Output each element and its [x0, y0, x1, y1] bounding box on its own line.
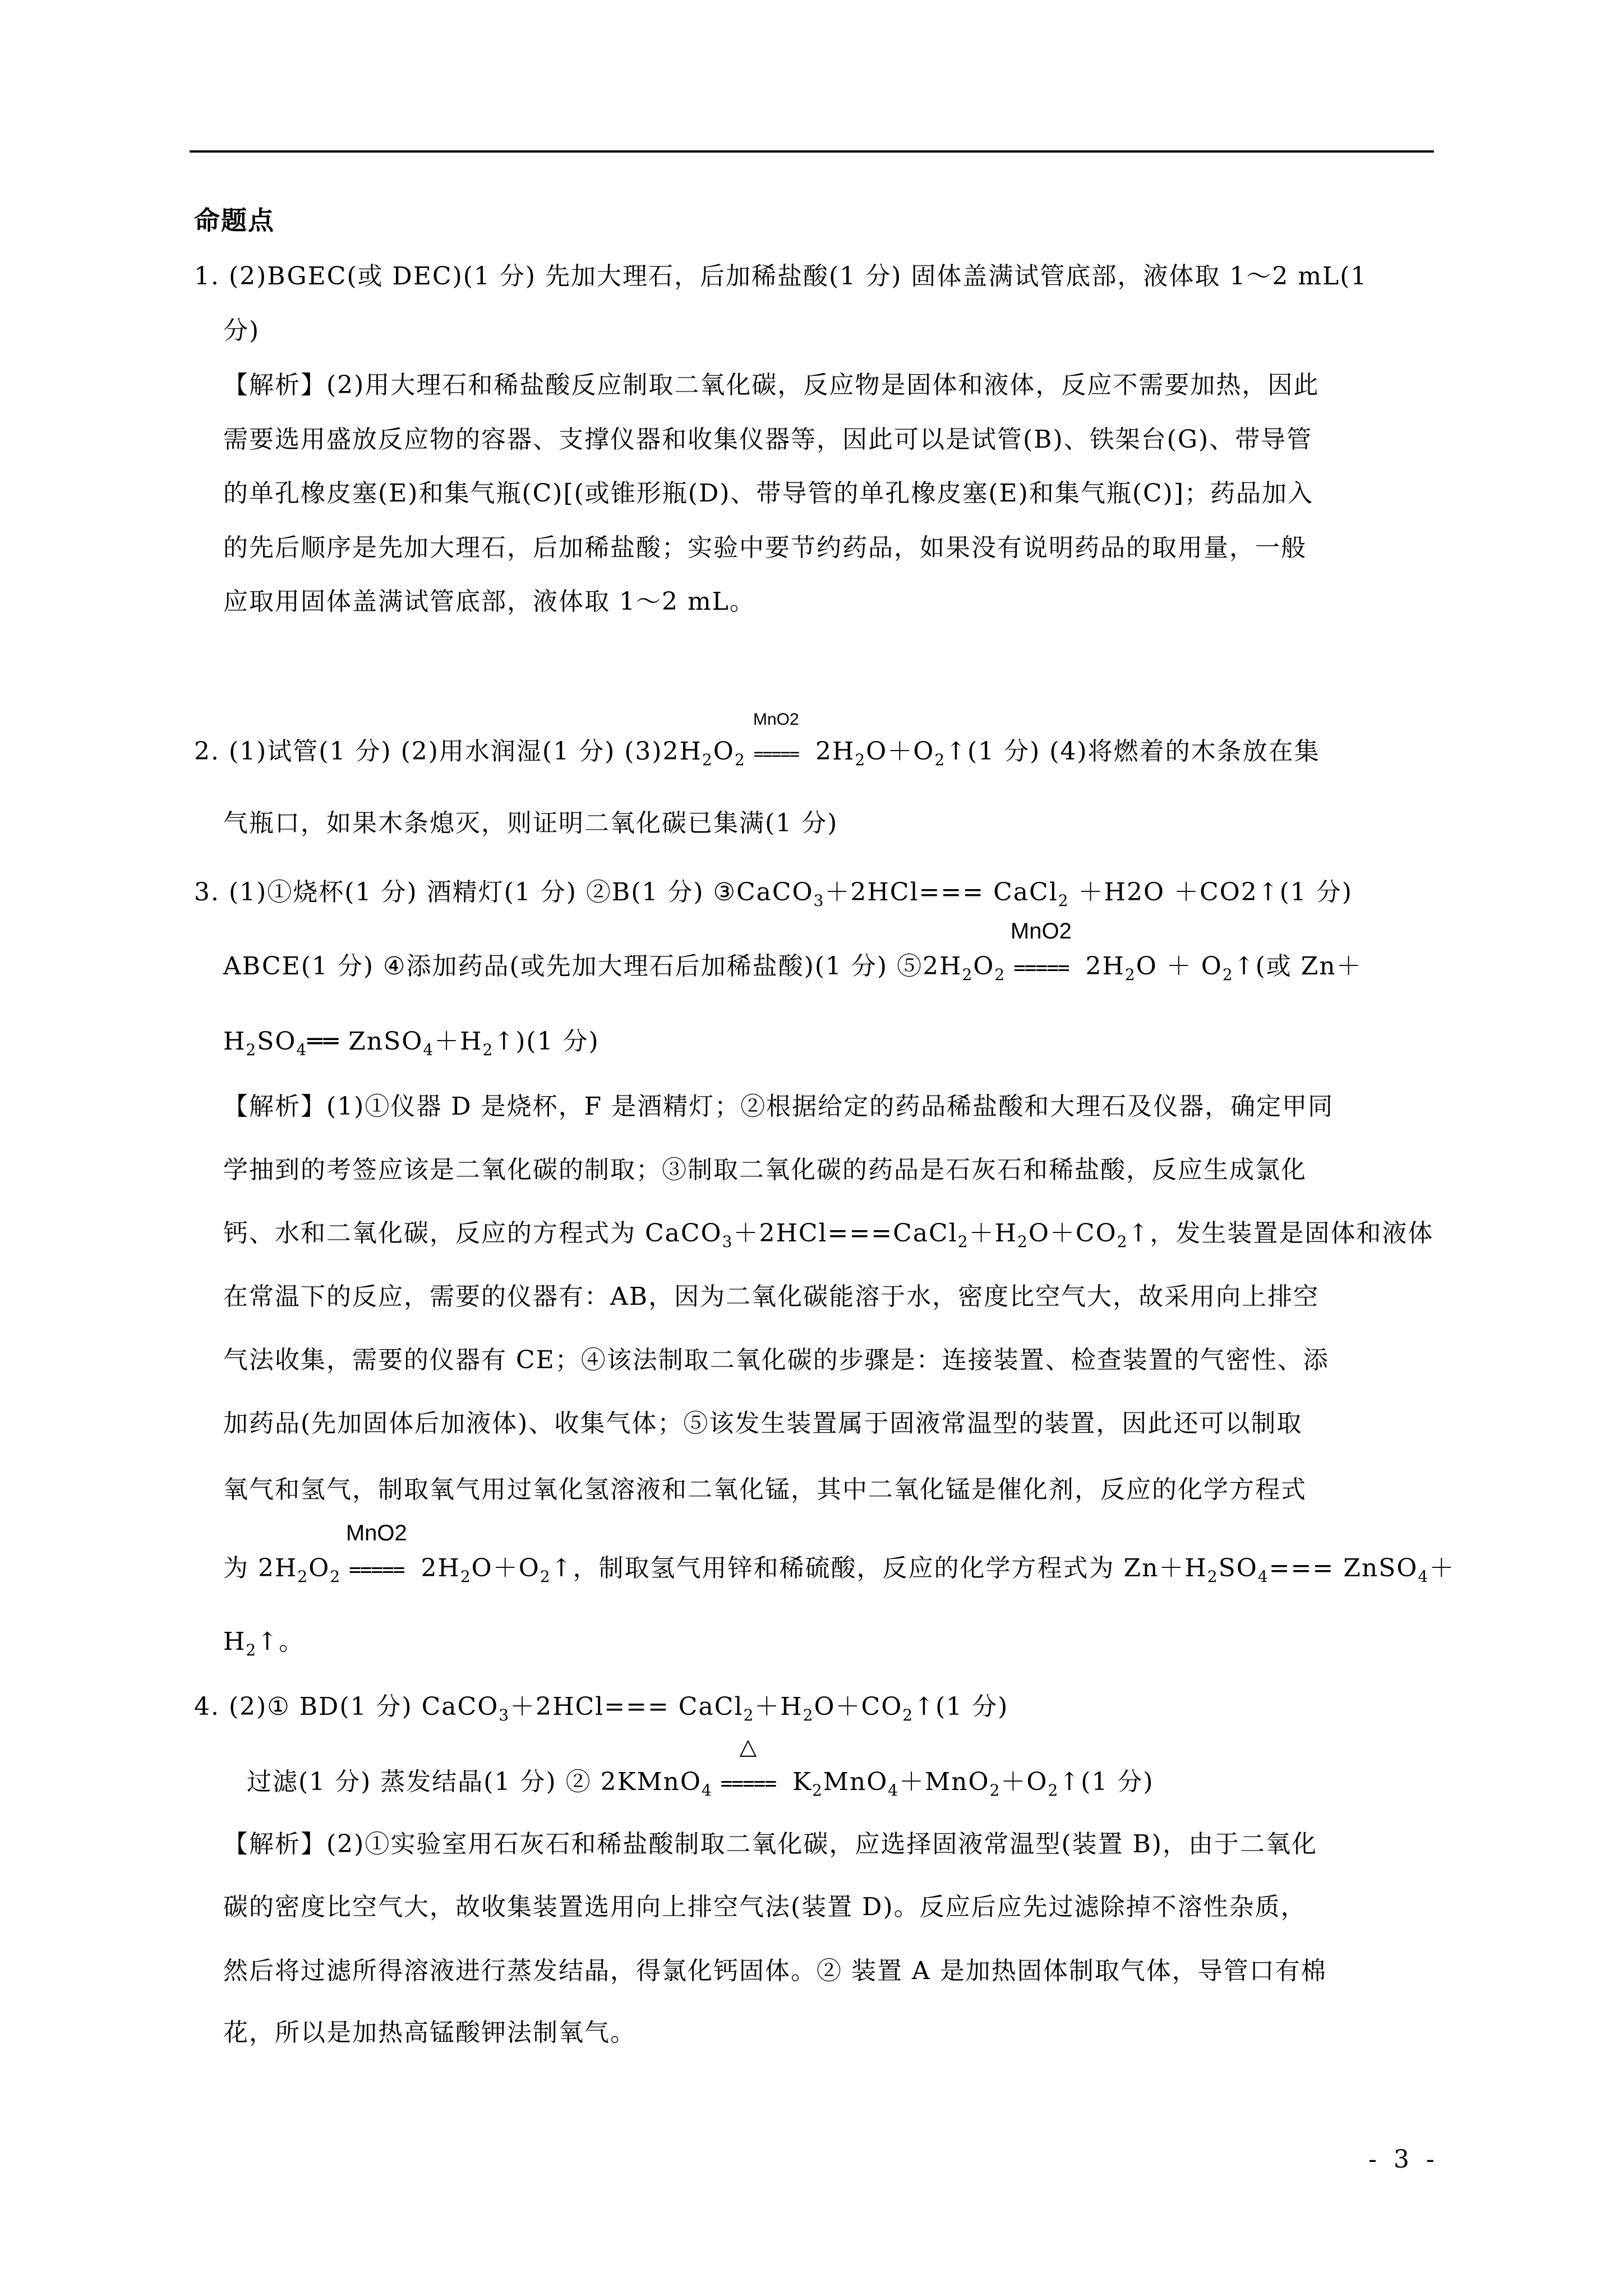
text-run: ↑)(1 分) — [494, 1027, 600, 1056]
text-line — [223, 1154, 1307, 1186]
text-run: ＋2HCl=== CaCl — [510, 1692, 744, 1721]
text-run: O＋O — [471, 1554, 540, 1582]
subscript: 2 — [811, 1781, 823, 1800]
subscript: 2 — [540, 1567, 551, 1586]
subscript: 2 — [1222, 965, 1234, 984]
text-run: 碳的密度比空气大，故收集装置选用向上排空气法(装置 D)。反应后应先过滤除掉不溶性杂质， — [223, 1893, 1307, 1921]
text-run: 氧气和氢气，制取氧气用过氧化氢溶液和二氧化锰，其中二氧化锰是催化剂，反应的化学方程式 — [223, 1475, 1307, 1504]
reaction-equals-sign: ===== — [349, 1558, 404, 1581]
text-line — [223, 424, 1312, 455]
text-run: ＋2HCl===CaCl — [733, 1219, 958, 1248]
text-line — [223, 370, 1319, 401]
text-run: ＋ — [1429, 1554, 1455, 1582]
header-rule — [190, 150, 1434, 153]
condition-label: MnO2 — [753, 710, 799, 729]
text-run: 1. (2)BGEC(或 DEC)(1 分) 先加大理石，后加稀盐酸(1 分) 固体盖满试管底部，液体取 1～2 mL(1 — [194, 262, 1368, 291]
text-run: ↑(或 Zn＋ — [1233, 952, 1362, 981]
text-run: 学抽到的考签应该是二氧化碳的制取；③制取二氧化碳的药品是石灰石和稀盐酸，反应生成氯化 — [223, 1156, 1307, 1184]
text-run: O — [308, 1554, 330, 1582]
text-run: MnO — [823, 1768, 888, 1796]
section-heading — [194, 205, 275, 236]
subscript: 2 — [803, 1706, 814, 1724]
subscript: 2 — [1048, 1781, 1059, 1800]
subscript: 3 — [499, 1706, 510, 1724]
reaction-condition — [746, 710, 806, 770]
subscript: 2 — [962, 965, 974, 984]
text-run: O＋CO — [1028, 1219, 1117, 1248]
text-run: O＋CO — [814, 1692, 903, 1721]
text-run: 气瓶口，如果木条熄灭，则证明二氧化碳已集满(1 分) — [223, 809, 838, 838]
text-line — [223, 1026, 600, 1057]
page-number: - 3 - — [1368, 2145, 1439, 2174]
text-line — [223, 1408, 1302, 1439]
reaction-condition — [341, 1521, 412, 1586]
text-line — [223, 1345, 1329, 1376]
subscript: 3 — [722, 1232, 734, 1251]
text-line — [223, 1281, 1319, 1313]
text-line — [223, 1955, 1327, 1987]
subscript: 2 — [734, 751, 746, 769]
text-run: O＋O — [866, 737, 935, 766]
text-run: ＋MnO — [899, 1768, 990, 1796]
reaction-condition — [1006, 919, 1076, 984]
subscript: 2 — [1207, 1567, 1219, 1586]
text-line — [223, 1091, 1334, 1122]
condition-label: MnO2 — [1010, 919, 1072, 944]
text-run: 在常温下的反应，需要的仪器有：AB，因为二氧化碳能溶于水，密度比空气大，故采用向上排空 — [223, 1282, 1320, 1311]
subscript: 4 — [888, 1781, 900, 1800]
subscript: 2 — [1117, 1232, 1128, 1251]
text-run: O — [713, 737, 735, 766]
text-line — [194, 261, 1367, 292]
text-run: K — [783, 1768, 812, 1796]
text-line — [223, 1218, 1433, 1249]
text-run: 的单孔橡皮塞(E)和集气瓶(C)[(或锥形瓶(D)、带导管的单孔橡皮塞(E)和集气瓶(C)]；药品加入 — [223, 479, 1314, 508]
subscript: 2 — [246, 1641, 257, 1659]
text-line — [194, 1691, 1008, 1723]
subscript: 2 — [743, 1706, 755, 1724]
text-line — [223, 532, 1307, 564]
reaction-condition — [713, 1734, 783, 1800]
subscript: 2 — [330, 1567, 342, 1586]
text-run: ＋H2O ＋CO2↑(1 分) — [1069, 878, 1353, 907]
text-run: 2H — [1076, 952, 1125, 981]
text-run: ══ ZnSO — [307, 1027, 423, 1056]
subscript: 2 — [1124, 965, 1136, 984]
text-line — [223, 315, 260, 347]
subscript: 2 — [297, 1567, 309, 1586]
subscript: 2 — [934, 751, 946, 769]
text-run: O ＋ O — [1136, 952, 1223, 981]
text-run: 为 2H — [223, 1554, 298, 1582]
text-run: 2H — [412, 1554, 460, 1582]
text-line — [223, 1829, 1317, 1860]
text-run: 然后将过滤所得溶液进行蒸发结晶，得氯化钙固体。② 装置 A 是加热固体制取气体，导管口有棉 — [223, 1957, 1327, 1985]
reaction-equals-sign: ===== — [720, 1772, 776, 1795]
subscript: 2 — [1017, 1232, 1029, 1251]
text-run: 过滤(1 分) 蒸发结晶(1 分) ② 2KMnO — [247, 1768, 702, 1796]
text-run: 花，所以是加热高锰酸钾法制氧气。 — [223, 2018, 636, 2047]
text-line — [223, 808, 838, 839]
subscript: 4 — [701, 1781, 713, 1800]
text-run: 需要选用盛放反应物的容器、支撑仪器和收集仪器等，因此可以是试管(B)、铁架台(G)、带导管 — [223, 425, 1313, 454]
text-run: 应取用固体盖满试管底部，液体取 1～2 mL。 — [223, 587, 755, 616]
text-run: ↑(1 分) — [1059, 1768, 1154, 1796]
text-run: 2. (1)试管(1 分) (2)用水润湿(1 分) (3)2H — [194, 737, 702, 766]
text-run: ＋2HCl=== CaCl — [824, 878, 1058, 907]
text-run: 的先后顺序是先加大理石，后加稀盐酸；实验中要节约药品，如果没有说明药品的取用量，一般 — [223, 533, 1307, 562]
subscript: 2 — [957, 1232, 969, 1251]
text-line — [223, 919, 1362, 984]
text-line — [223, 2017, 636, 2049]
subscript: 2 — [482, 1041, 494, 1059]
text-run: 【解析】(2)用大理石和稀盐酸反应制取二氧化碳，反应物是固体和液体，反应不需要加热，因此 — [223, 371, 1320, 399]
text-run: SO — [1218, 1554, 1258, 1582]
text-run: ↑，制取氢气用锌和稀硫酸，反应的化学方程式为 Zn＋H — [551, 1554, 1207, 1582]
text-run: 4. (2)① BD(1 分) CaCO — [194, 1692, 499, 1721]
text-line — [223, 586, 755, 618]
text-line — [194, 710, 1320, 769]
text-run: ＋H — [969, 1219, 1017, 1248]
text-run: 3. (1)①烧杯(1 分) 酒精灯(1 分) ②B(1 分) ③CaCO — [194, 878, 814, 907]
subscript: 2 — [246, 1041, 257, 1059]
text-run: H — [223, 1627, 246, 1656]
text-run: ↑。 — [257, 1627, 305, 1656]
text-run: O — [973, 952, 995, 981]
text-run: ↑(1 分) (4)将燃着的木条放在集 — [946, 737, 1320, 766]
text-line — [223, 1626, 305, 1658]
subscript: 2 — [989, 1781, 1001, 1800]
text-line — [247, 1734, 1154, 1800]
text-run: 2H — [806, 737, 855, 766]
subscript: 2 — [702, 751, 713, 769]
text-run: 加药品(先加固体后加液体)、收集气体；⑤该发生装置属于固液常温型的装置，因此还可以制取 — [223, 1409, 1303, 1438]
text-run: ↑，发生装置是固体和液体 — [1128, 1219, 1434, 1248]
text-run: ＋H — [754, 1692, 803, 1721]
text-run: 钙、水和二氧化碳，反应的方程式为 CaCO — [223, 1219, 722, 1248]
reaction-equals-sign: ===== — [1013, 956, 1069, 979]
condition-label: MnO2 — [345, 1521, 407, 1545]
subscript: 2 — [902, 1706, 914, 1724]
text-line — [223, 1474, 1307, 1506]
subscript: 4 — [1257, 1567, 1269, 1586]
text-run: ＋O — [1000, 1768, 1048, 1796]
subscript: 4 — [423, 1041, 435, 1059]
text-run: H — [223, 1027, 246, 1056]
text-run: ＋H — [434, 1027, 483, 1056]
text-run: ABCE(1 分) ④添加药品(或先加大理石后加稀盐酸)(1 分) ⑤2H — [223, 952, 962, 981]
text-run: === ZnSO — [1269, 1554, 1418, 1582]
text-run: SO — [257, 1027, 297, 1056]
subscript: 4 — [296, 1041, 308, 1059]
subscript: 4 — [1418, 1567, 1430, 1586]
subscript: 2 — [1058, 891, 1069, 910]
text-run: 分) — [223, 316, 260, 345]
text-run: 气法收集，需要的仪器有 CE；④该法制取二氧化碳的步骤是：连接装置、检查装置的气密性、添 — [223, 1346, 1329, 1374]
condition-label: △ — [739, 1734, 757, 1759]
reaction-equals-sign: ===== — [753, 744, 799, 764]
subscript: 2 — [855, 751, 866, 769]
text-run: 【解析】(2)①实验室用石灰石和稀盐酸制取二氧化碳，应选择固液常温型(装置 B)，由于二氧化 — [223, 1830, 1317, 1858]
text-line — [223, 1521, 1455, 1586]
text-line — [194, 877, 1353, 908]
text-run: 命题点 — [194, 205, 275, 236]
text-line — [223, 1892, 1307, 1923]
text-run: 【解析】(1)①仪器 D 是烧杯，F 是酒精灯；②根据给定的药品稀盐酸和大理石及仪器，确定甲同 — [223, 1092, 1334, 1121]
subscript: 2 — [460, 1567, 472, 1586]
subscript: 2 — [994, 965, 1006, 984]
subscript: 3 — [813, 891, 825, 910]
text-line — [223, 478, 1313, 509]
text-run: ↑(1 分) — [914, 1692, 1009, 1721]
